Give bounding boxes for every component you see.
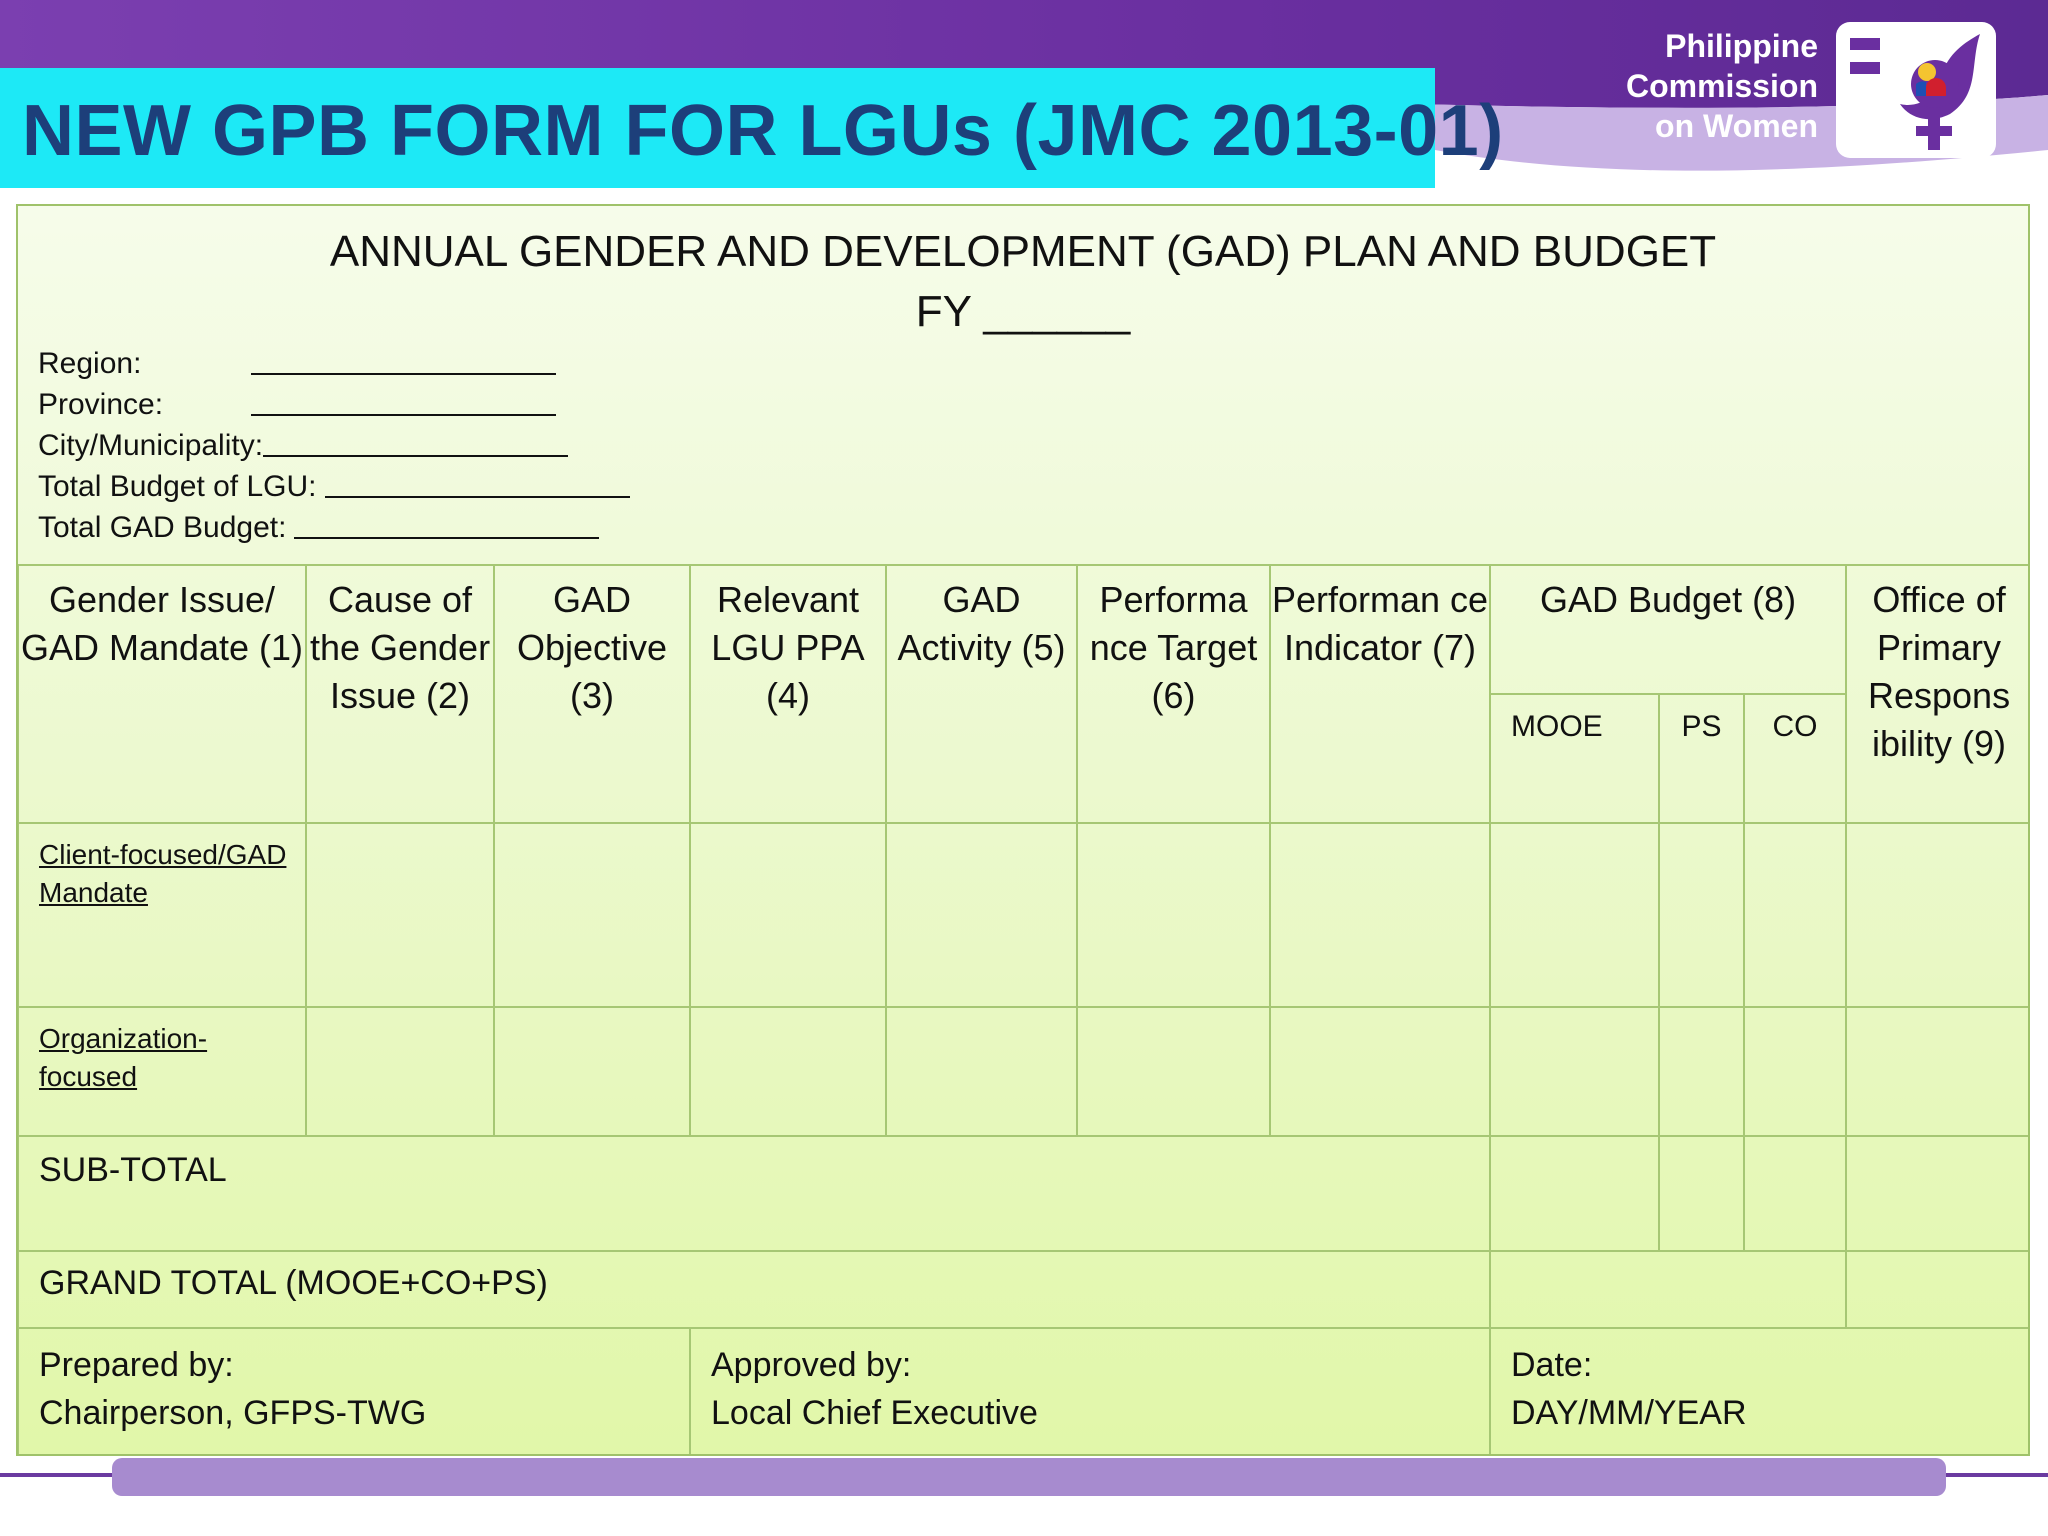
- org-name: [1558, 26, 1818, 146]
- field-label: Total GAD Budget:: [38, 511, 287, 544]
- org-name-line-1: Philippine: [1665, 28, 1818, 64]
- table-cell[interactable]: [886, 823, 1077, 1007]
- field-label: Total Budget of LGU:: [38, 470, 317, 503]
- field-total-gad-budget: [38, 504, 630, 545]
- subtotal-co-cell[interactable]: [1744, 1136, 1846, 1251]
- signature-row: [18, 1328, 2030, 1456]
- col-header-gad-budget: GAD Budget (8): [1490, 565, 1846, 694]
- blank-line[interactable]: [251, 349, 556, 375]
- date-cell: [1490, 1328, 2030, 1456]
- pcw-logo-icon: [1830, 14, 2010, 164]
- table-cell[interactable]: [494, 1007, 690, 1136]
- field-region: [38, 340, 630, 381]
- subtotal-label: SUB-TOTAL: [18, 1136, 1490, 1251]
- table-cell[interactable]: [1744, 823, 1846, 1007]
- header-banner: [0, 0, 2048, 200]
- grand-total-office-cell[interactable]: [1846, 1251, 2030, 1328]
- table-cell[interactable]: [886, 1007, 1077, 1136]
- grand-total-row: [18, 1251, 2030, 1328]
- table-cell[interactable]: [1490, 823, 1659, 1007]
- field-province: [38, 381, 630, 422]
- table-cell[interactable]: [1659, 1007, 1744, 1136]
- subtotal-row: [18, 1136, 2030, 1251]
- col-header-mooe: MOOE: [1490, 694, 1659, 823]
- approved-by-cell: [690, 1328, 1490, 1456]
- table-cell[interactable]: [1659, 823, 1744, 1007]
- form-title: ANNUAL GENDER AND DEVELOPMENT (GAD) PLAN AND BUDGET: [329, 227, 1717, 276]
- org-name-line-3: on Women: [1655, 108, 1818, 144]
- gad-form: [16, 204, 2030, 1456]
- table-cell[interactable]: [1077, 1007, 1270, 1136]
- table-row: [18, 1007, 2030, 1136]
- gad-table: [17, 564, 2030, 1456]
- form-fields: [38, 340, 630, 545]
- field-label: Region:: [38, 347, 142, 380]
- field-label: Province:: [38, 388, 164, 421]
- row-label-organization-focused: Organization-focused: [18, 1007, 306, 1136]
- col-header-indicator: Performan ce Indicator (7): [1270, 565, 1490, 823]
- table-cell[interactable]: [1846, 823, 2030, 1007]
- table-cell[interactable]: [1846, 1007, 2030, 1136]
- title-box: [0, 68, 1504, 188]
- blank-line[interactable]: [294, 513, 599, 539]
- table-cell[interactable]: [306, 823, 494, 1007]
- table-row: [18, 823, 2030, 1007]
- table-cell[interactable]: [1490, 1007, 1659, 1136]
- date-value: DAY/MM/YEAR: [1511, 1394, 1747, 1432]
- field-label: City/Municipality:: [38, 429, 264, 462]
- field-city-municipality: [38, 422, 630, 463]
- prepared-by-value: Chairperson, GFPS-TWG: [39, 1394, 427, 1432]
- blank-line[interactable]: [263, 431, 568, 457]
- approved-by-value: Local Chief Executive: [711, 1394, 1038, 1432]
- col-header-target: Performa nce Target (6): [1077, 565, 1270, 823]
- blank-line[interactable]: [325, 472, 630, 498]
- prepared-by-cell: [18, 1328, 690, 1456]
- subtotal-ps-cell[interactable]: [1659, 1136, 1744, 1251]
- col-header-activity: GAD Activity (5): [886, 565, 1077, 823]
- table-cell[interactable]: [1744, 1007, 1846, 1136]
- prepared-by-label: Prepared by:: [39, 1346, 234, 1384]
- table-cell[interactable]: [306, 1007, 494, 1136]
- org-name-line-2: Commission: [1625, 68, 1818, 104]
- col-header-lgu-ppa: Relevant LGU PPA (4): [690, 565, 886, 823]
- table-cell[interactable]: [1270, 1007, 1490, 1136]
- subtotal-mooe-cell[interactable]: [1490, 1136, 1659, 1251]
- grand-total-value-cell[interactable]: [1490, 1251, 1846, 1328]
- slide-title: NEW GPB FORM FOR LGUs (JMC 2013-01): [22, 91, 1504, 171]
- table-cell[interactable]: [1270, 823, 1490, 1007]
- col-header-cause: Cause of the Gender Issue (2): [306, 565, 494, 823]
- fiscal-year: FY ______: [915, 287, 1131, 336]
- table-cell[interactable]: [690, 823, 886, 1007]
- col-header-ps: PS: [1659, 694, 1744, 823]
- subtotal-office-cell[interactable]: [1846, 1136, 2030, 1251]
- table-cell[interactable]: [494, 823, 690, 1007]
- approved-by-label: Approved by:: [711, 1346, 912, 1384]
- row-label-client-focused: Client-focused/GAD Mandate: [18, 823, 306, 1007]
- field-total-budget: [38, 463, 630, 504]
- blank-line[interactable]: [251, 390, 556, 416]
- col-header-co: CO: [1744, 694, 1846, 823]
- col-header-office: Office of Primary Respons ibility (9): [1846, 565, 2030, 823]
- bottom-bar: [112, 1458, 1946, 1496]
- date-label: Date:: [1511, 1346, 1593, 1384]
- table-cell[interactable]: [690, 1007, 886, 1136]
- grand-total-label: GRAND TOTAL (MOOE+CO+PS): [18, 1251, 1490, 1328]
- table-cell[interactable]: [1077, 823, 1270, 1007]
- col-header-gender-issue: Gender Issue/ GAD Mandate (1): [18, 565, 306, 823]
- form-header: [18, 206, 2028, 566]
- col-header-objective: GAD Objective (3): [494, 565, 690, 823]
